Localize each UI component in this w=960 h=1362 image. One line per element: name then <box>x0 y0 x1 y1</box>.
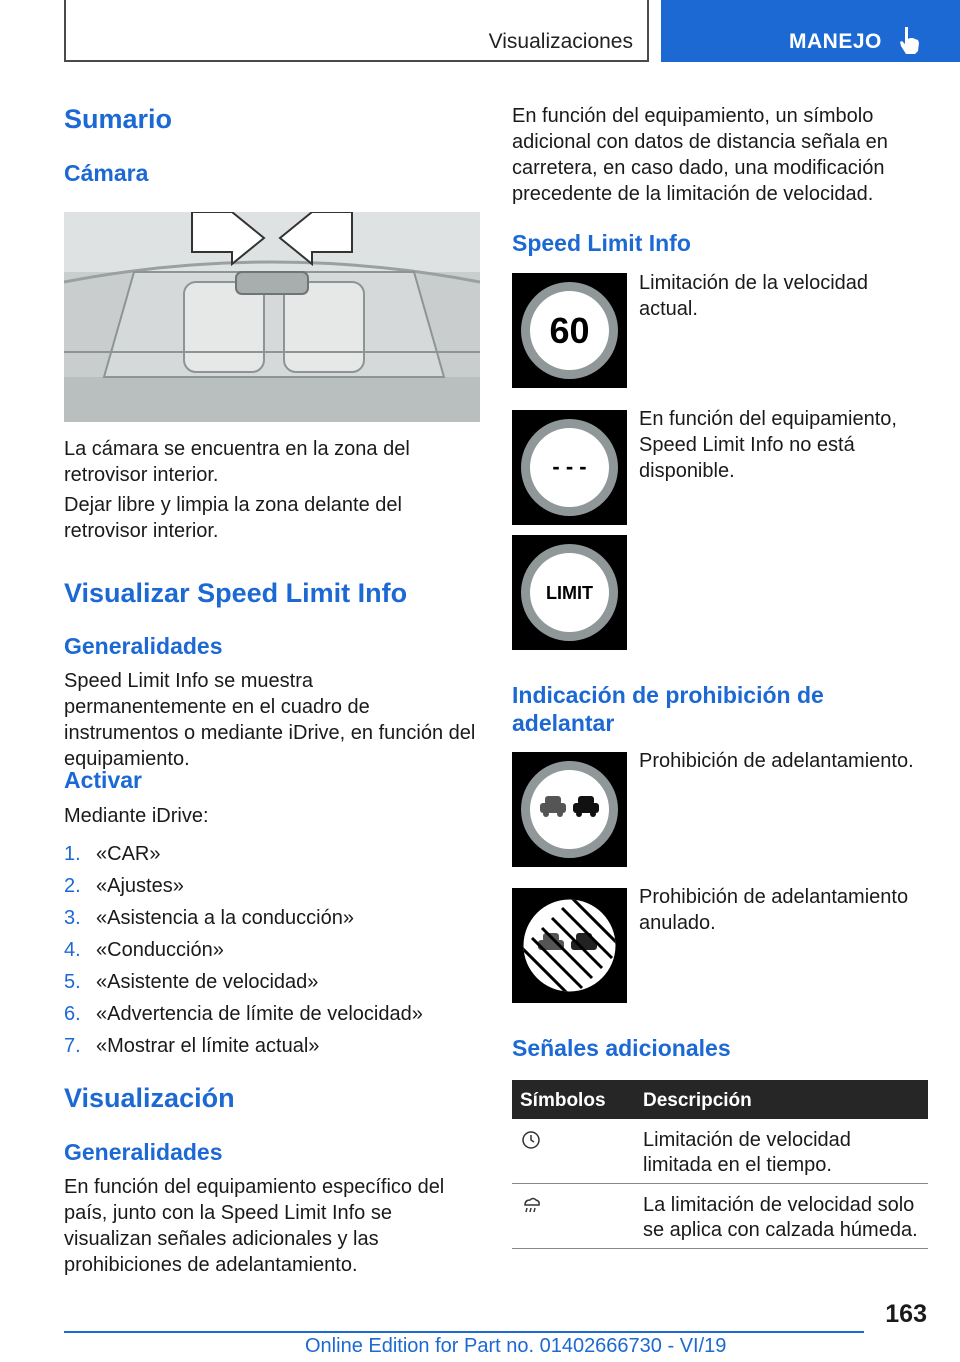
step-number: 1. <box>64 843 81 865</box>
no-overtaking-description: Prohibición de adelantamiento. <box>639 750 914 772</box>
column-header-symbols: Símbolos <box>520 1090 606 1111</box>
additional-signs-table <box>512 1080 928 1249</box>
table-row <box>512 1119 928 1184</box>
generalidades-2-text: En función del equipamiento específico del país, junto con la Speed Limit Info se visualizan señales adicionales y las prohibiciones de adelantamiento. <box>64 1176 445 1276</box>
pointing-hand-icon <box>897 25 921 55</box>
table-header <box>512 1080 928 1119</box>
header-chapter-tab[interactable] <box>661 0 960 62</box>
heading-speed-limit-info: Speed Limit Info <box>512 230 691 256</box>
heading-generalidades-2: Generalidades <box>64 1139 223 1165</box>
activar-intro: Mediante iDrive: <box>64 805 209 827</box>
step-number: 6. <box>64 1003 81 1025</box>
speed-limit-60-sign <box>512 273 627 388</box>
step-number: 5. <box>64 971 81 993</box>
edition-footer: Online Edition for Part no. 01402666730 - VI/19 <box>305 1335 727 1357</box>
list-item <box>64 971 318 1003</box>
intro-paragraph: En función del equipamiento, un símbolo adicional con datos de distancia señala en carretera, en caso dado, una modificación precedente de la limitación de velocidad. <box>512 105 888 205</box>
footer-divider <box>64 1331 864 1333</box>
list-item <box>64 1003 423 1035</box>
camera-paragraph-2: Dejar libre y limpia la zona delante del retrovisor interior. <box>64 494 402 542</box>
heading-sumario: Sumario <box>64 104 173 134</box>
list-item <box>64 875 184 907</box>
rain-cloud-icon <box>520 1194 542 1216</box>
table-cell-description: Limitación de velocidad limitada en el tiempo. <box>643 1129 851 1176</box>
list-item <box>64 907 354 939</box>
table-cell-description: La limitación de velocidad solo se aplica con calzada húmeda. <box>643 1194 918 1241</box>
step-label: «Asistente de velocidad» <box>96 971 319 993</box>
column-header-description: Descripción <box>643 1090 752 1111</box>
table-row <box>512 1184 928 1249</box>
header-chapter-title: MANEJO <box>789 30 882 53</box>
header-section-box <box>64 0 649 62</box>
step-label: «Mostrar el límite actual» <box>96 1035 320 1057</box>
step-number: 7. <box>64 1035 81 1057</box>
list-item <box>64 843 160 875</box>
step-number: 4. <box>64 939 81 961</box>
clock-icon <box>520 1129 542 1151</box>
step-label: «CAR» <box>96 843 161 865</box>
page-number: 163 <box>885 1300 927 1328</box>
camera-paragraph-1: La cámara se encuentra en la zona del retrovisor interior. <box>64 438 410 486</box>
step-number: 3. <box>64 907 81 929</box>
sign-limit-label: LIMIT <box>546 583 593 603</box>
end-no-overtaking-description: Prohibición de adelantamiento anulado. <box>639 886 909 934</box>
list-item <box>64 939 224 971</box>
step-label: «Advertencia de límite de velocidad» <box>96 1003 423 1025</box>
camera-location-illustration <box>64 212 480 422</box>
step-number: 2. <box>64 875 81 897</box>
heading-activar: Activar <box>64 767 142 793</box>
sign-60-value: 60 <box>549 310 590 351</box>
end-no-overtaking-sign <box>512 888 627 1003</box>
sign-60-description: Limitación de la velocidad actual. <box>639 272 869 320</box>
no-overtaking-sign <box>512 752 627 867</box>
heading-generalidades-1: Generalidades <box>64 633 223 659</box>
heading-camara: Cámara <box>64 160 149 186</box>
heading-visualizacion: Visualización <box>64 1083 235 1113</box>
speed-limit-limit-sign <box>512 535 627 650</box>
heading-prohibicion-adelantar: Indicación de prohibición de adelantar <box>512 682 824 736</box>
list-item <box>64 1035 319 1067</box>
speed-limit-unavailable-sign <box>512 410 627 525</box>
sign-unavailable-description: En función del equipamiento, Speed Limit Info no está disponible. <box>639 408 897 482</box>
step-label: «Conducción» <box>96 939 224 961</box>
step-label: «Ajustes» <box>96 875 184 897</box>
heading-visualizar-speed-limit: Visualizar Speed Limit Info <box>64 578 408 608</box>
step-label: «Asistencia a la conducción» <box>96 907 354 929</box>
heading-senales-adicionales: Señales adicionales <box>512 1035 731 1061</box>
header-section-title: Visualizaciones <box>488 30 633 53</box>
sign-dashes: - - - <box>552 454 587 479</box>
generalidades-1-text: Speed Limit Info se muestra permanentemente en el cuadro de instrumentos o mediante iDrive, en función del equipamiento. <box>64 670 476 770</box>
